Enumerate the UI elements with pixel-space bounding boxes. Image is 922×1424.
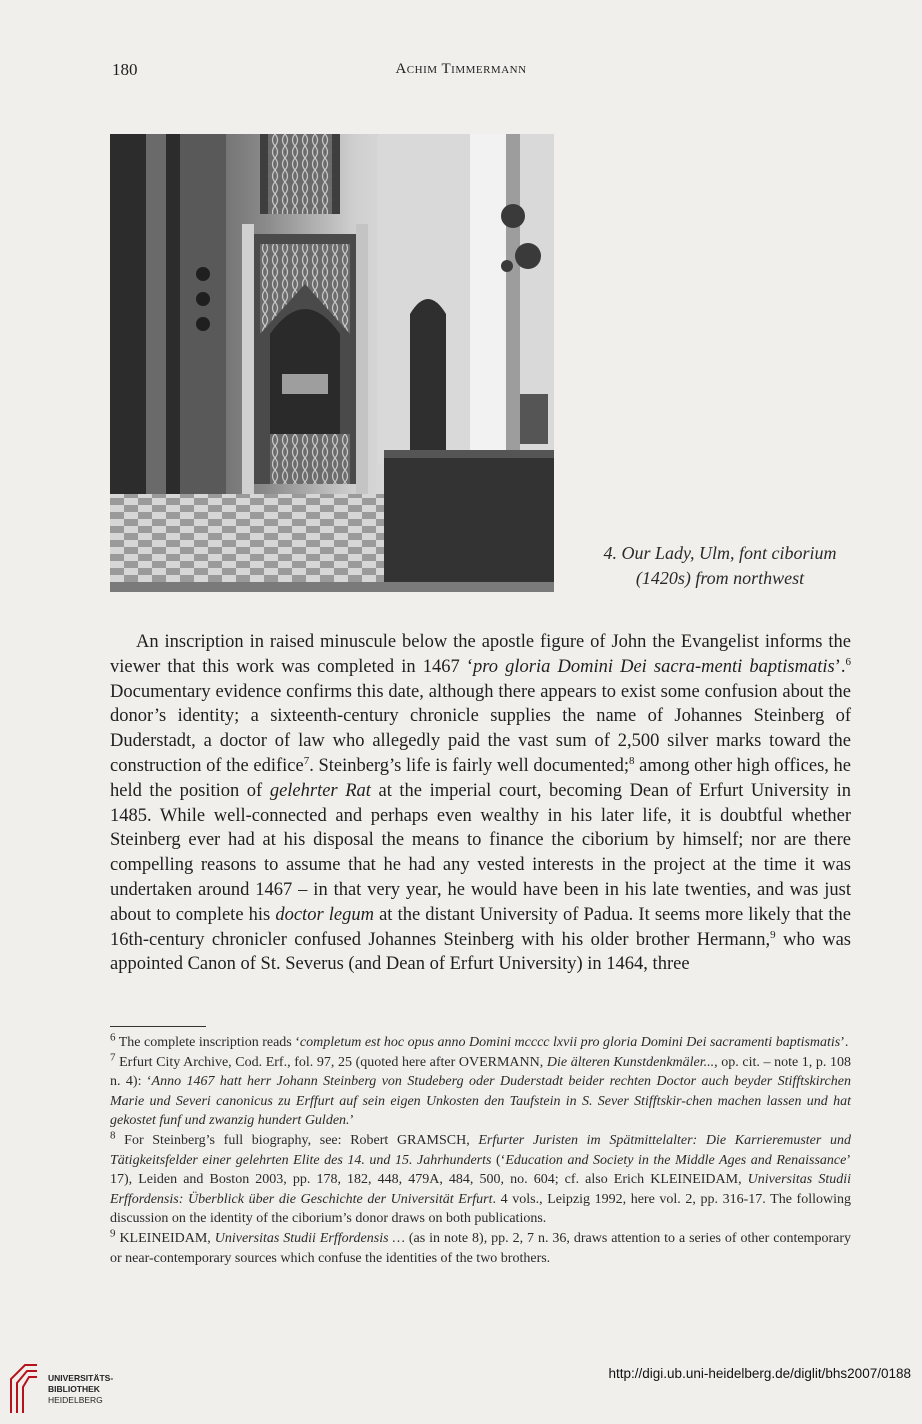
body-text-run: . Steinberg’s life is fairly well documented;: [309, 755, 629, 776]
footnote-text: For Steinberg’s full biography, see: Robert GRAMSCH,: [115, 1132, 479, 1148]
footnote-number: 9: [110, 1227, 116, 1240]
body-italic-term: doctor legum: [275, 904, 374, 925]
footnote-ref-7: 7: [303, 754, 310, 767]
body-text-run: ’.: [834, 656, 846, 677]
footnote-text: Erfurt City Archive, Cod. Erf., fol. 97, 25 (quoted here after OVERMANN,: [115, 1054, 547, 1070]
footnote-text: The complete inscription reads ‘: [115, 1035, 300, 1050]
body-text-run: at the imperial court, becoming Dean of Erfurt University in 1485. While well-connected and perhaps even wealthy in his later life, it is doubtful whether Steinberg ever had at his disposal the means to finance the ciborium by himself; nor are there compelling reasons to assume that he had any vested interests in the project at the time it was undertaken around 1467 – in that very year, he would have been in his late twenties, and was just about to complete his: [110, 780, 851, 925]
footnote-text: ’.: [840, 1035, 849, 1050]
footnote-text: KLEINEIDAM,: [115, 1230, 215, 1246]
footnote-italic: Education and Society in the Middle Ages and Renaissance: [505, 1152, 847, 1168]
body-italic-latin: pro gloria Domini Dei sacra-menti baptismatis: [473, 656, 835, 677]
library-name-line: HEIDELBERG: [48, 1395, 103, 1405]
body-text-run: An inscription in raised minuscule below the apostle figure of John the Evangelist informs the viewer that this work was completed in 1467 ‘: [110, 632, 851, 677]
footnote-italic: Universitas Studii Erffordensis: Überblick über die Geschichte der Universität Erfurt: [110, 1172, 851, 1207]
footnote-ref-9: 9: [770, 928, 776, 941]
body-text-run: among other high offices, he held the position of: [110, 755, 851, 801]
caption-line-2: (1420s) from northwest: [635, 568, 805, 588]
library-name: [48, 1373, 113, 1406]
footnote-9: [110, 1229, 851, 1268]
footnote-text: ’: [349, 1113, 355, 1129]
library-name-line: UNIVERSITÄTS-: [48, 1373, 114, 1383]
body-paragraph: [110, 630, 851, 977]
body-text-run: who was appointed Canon of St. Severus (and Dean of Erfurt University) in 1464, three: [110, 929, 851, 975]
footnote-ref-6: 6: [845, 655, 851, 668]
footnote-number: 8: [110, 1129, 116, 1142]
footnote-italic: Erfurter Juristen im Spätmittelalter: Die Karrieremuster und Tätigkeitsfelder einer gelehrten Elite des 14. und 15. Jahrhunderts: [110, 1132, 851, 1168]
body-italic-term: gelehrter Rat: [269, 780, 371, 801]
figure-photograph-font-ciborium: [110, 134, 554, 592]
footnote-7: [110, 1050, 851, 1131]
footnote-text: . 4 vols., Leipzig 1992, here vol. 2, pp. 316-17. The following discussion on the identity of the ciborium’s donor draws on both publications.: [110, 1191, 851, 1227]
footnote-italic: Die älteren Kunstdenkmäler...: [546, 1054, 715, 1070]
caption-line-1: 4. Our Lady, Ulm, font ciborium: [603, 543, 837, 563]
footnote-text: (as in note 8), pp. 2, 7 n. 36, draws attention to a series of other contemporary or near-contemporary sources which confuse the identities of the two brothers.: [110, 1230, 851, 1266]
running-head: Achim Timmermann: [395, 61, 527, 77]
photograph-svg: [110, 134, 554, 592]
figure-caption: [580, 541, 860, 591]
footnote-italic: Anno 1467 hatt herr Johann Steinberg von Studeberg oder Duderstadt beider rechten Doctor auch beyder Stifftskirchen Marie und Severi canonicus zu Erffurt auf sein eigen Unkosten den Taufstein in S. Sever Stifftskir-chen machen lassen und hat gekostet funf und zwanzig hundert Gulden.: [110, 1074, 851, 1129]
footnote-number: 6: [110, 1031, 116, 1044]
source-url-link[interactable]: http://digi.ub.uni-heidelberg.de/diglit/bhs2007/0188: [608, 1366, 911, 1381]
footnotes: [110, 1033, 851, 1268]
main-text: [110, 630, 851, 977]
body-text-run: at the distant University of Padua. It seems more likely that the 16th-century chronicler confused Johannes Steinberg with his older brother Hermann,: [110, 904, 851, 950]
library-name-line: BIBLIOTHEK: [48, 1384, 100, 1394]
footnote-separator: [110, 1026, 206, 1027]
body-text-run: Documentary evidence confirms this date, although there appears to exist some confusion about the donor’s identity; a sixteenth-century chronicle supplies the name of Johannes Steinberg of Duderstadt, a doctor of law who allegedly paid the vast sum of 2,500 silver marks toward the construction of the edifice: [110, 681, 851, 776]
footnote-text: ’ 17), Leiden and Boston 2003, pp. 178, 182, 448, 479A, 484, 500, no. 604; cf. also Erich KLEINEIDAM,: [110, 1152, 851, 1188]
footnote-italic: Universitas Studii Erffordensis …: [214, 1230, 405, 1246]
footnote-text: (‘: [491, 1152, 506, 1168]
university-library-logo-icon: [7, 1359, 41, 1415]
footnote-8: [110, 1131, 851, 1229]
footnote-6: [110, 1033, 851, 1053]
footnote-number: 7: [110, 1050, 116, 1063]
footnote-ref-8: 8: [628, 754, 635, 767]
footnote-text: , op. cit. – note 1, p. 108 n. 4): ‘: [110, 1054, 851, 1090]
page-number: 180: [112, 60, 138, 79]
footnote-italic: completum est hoc opus anno Domini mcccc lxvii pro gloria Domini Dei sacramenti baptismatis: [299, 1035, 841, 1050]
